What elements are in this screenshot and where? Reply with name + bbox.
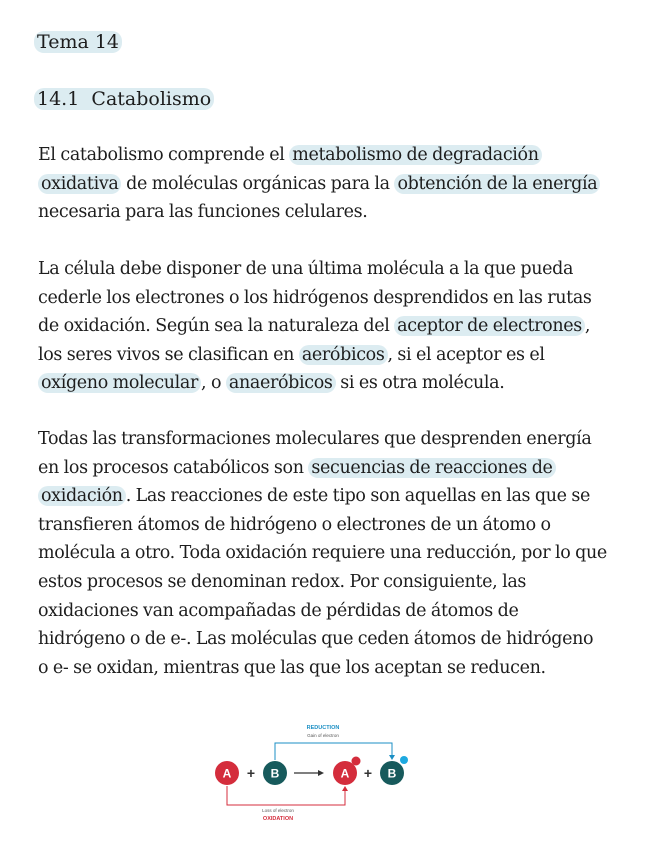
paragraph-text: La célula debe disponer de una última molécula a la que pueda cederle los electrones o los hidrógenos desprendidos en las rutas de oxidación. Según sea la naturaleza del	[38, 259, 592, 337]
molecule-b-right-label: B	[387, 766, 397, 781]
plus-left: +	[246, 765, 256, 781]
molecule-a-right-label: A	[340, 766, 350, 781]
molecule-b-left-label: B	[270, 766, 280, 781]
paragraph-text: El catabolismo comprende el	[38, 145, 290, 165]
highlighted-term: obtención de la energía	[394, 174, 600, 194]
paragraph-text: si es otra molécula.	[335, 373, 505, 394]
reaction-arrowhead	[318, 770, 324, 776]
chapter-title: Tema 14	[34, 28, 122, 56]
paragraph-redox	[38, 425, 608, 682]
section-heading	[34, 85, 214, 113]
paragraph-text: necesaria para las funciones celulares.	[38, 202, 368, 223]
plus-right: +	[363, 765, 373, 781]
paragraph-text: , o	[201, 373, 226, 394]
section-number: 14.1	[37, 88, 80, 110]
reduction-arrowhead	[389, 755, 395, 760]
paragraph-text: Todas las transformaciones moleculares que desprenden energía en los procesos catabólicos son	[38, 429, 592, 478]
electron-gained-dot	[400, 756, 408, 764]
reduction-label: REDUCTION	[306, 725, 340, 731]
highlighted-term: oxígeno molecular	[38, 373, 201, 393]
electron-lost-dot	[352, 757, 361, 766]
oxidation-sublabel: Loss of electron	[262, 808, 294, 813]
paragraph-text: . Las reacciones de este tipo son aquellas en las que se transfieren átomos de hidrógeno o electrones de un átomo o molécula a otro. Toda oxidación requiere una reducción, por lo que estos procesos se denominan redox. Por consiguiente, las oxidaciones van acompañadas de pérdidas de átomos de hidrógeno o de e-. Las moléculas que ceden átomos de hidrógeno o e- se oxidan, mientras que las que los aceptan se reducen.	[38, 486, 607, 678]
highlighted-term: metabolismo de degradación oxidativa	[38, 145, 542, 194]
paragraph-text: , si el aceptor es el	[387, 344, 545, 365]
redox-diagram	[205, 718, 415, 828]
highlighted-term: aeróbicos	[299, 345, 388, 365]
section-title: Catabolismo	[91, 88, 212, 110]
paragraph-text: , los seres vivos se clasifican en	[38, 316, 591, 365]
redox-diagram-svg	[205, 718, 415, 828]
reduction-arrow	[275, 743, 392, 760]
paragraph-definition	[38, 141, 608, 227]
paragraph-text: de moléculas orgánicas para la	[121, 173, 395, 194]
oxidation-arrow	[227, 786, 345, 805]
paragraph-electron-acceptor	[38, 255, 608, 398]
reduction-sublabel: Gain of electron	[307, 733, 339, 738]
oxidation-label: OXIDATION	[262, 816, 294, 822]
highlighted-term: aceptor de electrones	[394, 316, 585, 336]
highlighted-term: anaeróbicos	[226, 373, 336, 393]
oxidation-arrowhead	[342, 786, 348, 791]
molecule-a-left-label: A	[222, 766, 232, 781]
highlighted-term: secuencias de reacciones de oxidación	[38, 458, 556, 507]
